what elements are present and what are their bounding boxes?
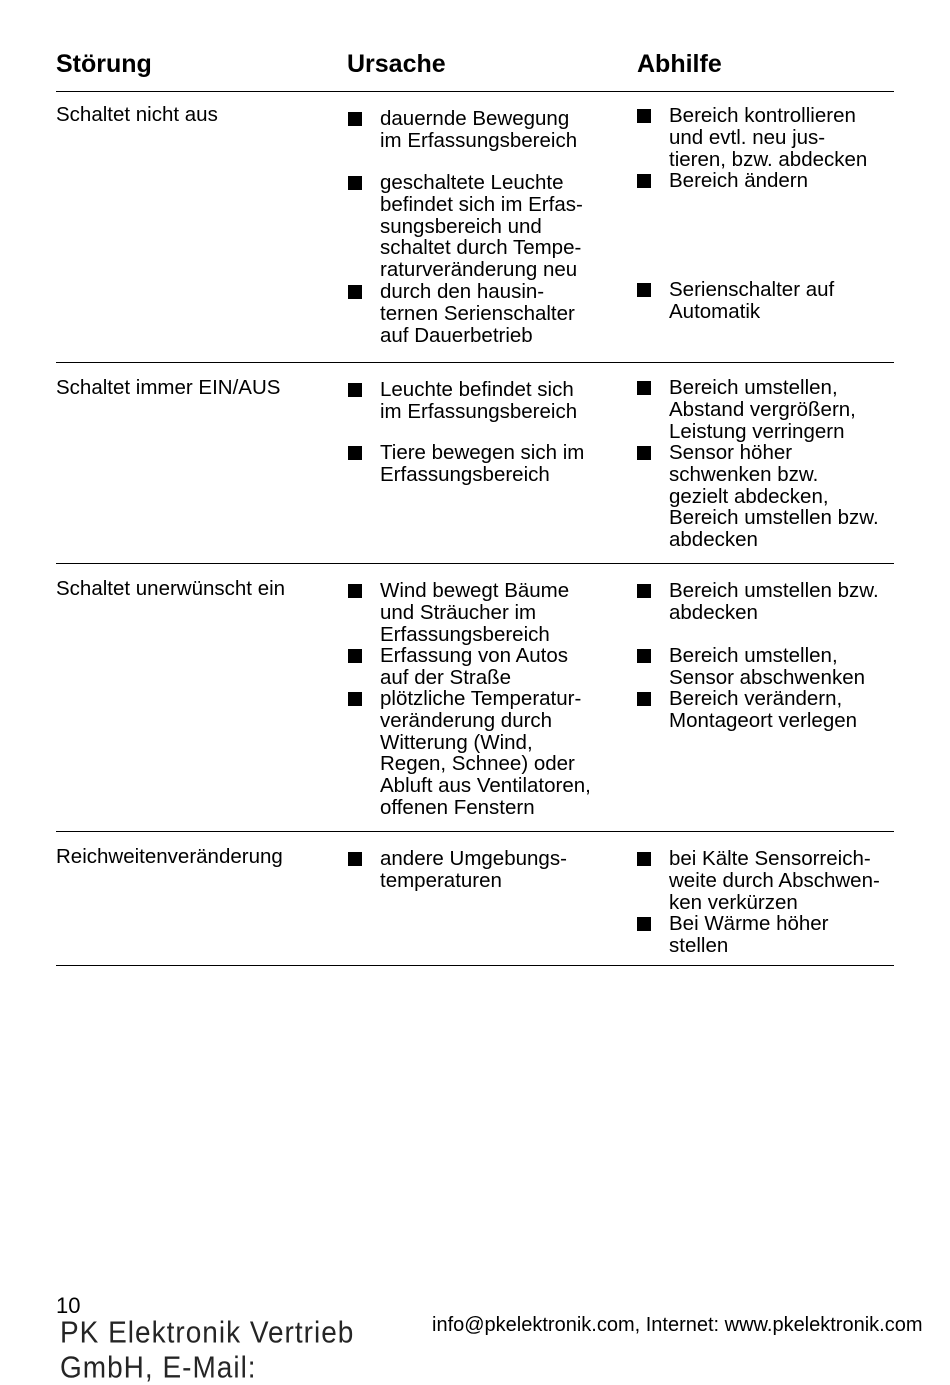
remedy-text: Bereich ändern bbox=[669, 169, 809, 192]
cause-text: durch den hausin- ternen Serienschalter auf Dauerbetrieb bbox=[380, 280, 575, 347]
footer-clipped-text bbox=[60, 1314, 432, 1385]
bullet-square-icon bbox=[637, 109, 651, 123]
row-1-fault: Schaltet nicht aus bbox=[56, 103, 218, 126]
page-number: 10 bbox=[56, 1293, 81, 1318]
header-remedy: Abhilfe bbox=[637, 50, 722, 78]
remedy-text: Bereich umstellen, Abstand vergrößern, Leistung verringern bbox=[669, 376, 856, 443]
divider-row-3 bbox=[56, 831, 894, 832]
header-cause: Ursache bbox=[347, 50, 446, 78]
row-2-fault: Schaltet immer EIN/AUS bbox=[56, 376, 281, 399]
cause-text: geschaltete Leuchte befindet sich im Erfas- sungsbereich und schaltet durch Tempe- raturveränderung neu bbox=[380, 171, 583, 282]
cause-text: plötzliche Temperatur- veränderung durch Witterung (Wind, Regen, Schnee) oder Abluft aus Ventilatoren, offenen Fenstern bbox=[380, 687, 591, 819]
bullet-square-icon bbox=[348, 649, 362, 663]
divider-header bbox=[56, 91, 894, 92]
footer-clipped-prefix: PK Elektronik Vertrieb GmbH, E-Mail: bbox=[60, 1314, 355, 1385]
divider-row-2 bbox=[56, 563, 894, 564]
remedy-text: bei Kälte Sensorreich- weite durch Abschwen- ken verkürzen bbox=[669, 847, 880, 914]
bullet-square-icon bbox=[348, 852, 362, 866]
bullet-square-icon bbox=[348, 285, 362, 299]
header-fault: Störung bbox=[56, 50, 152, 78]
bullet-square-icon bbox=[348, 446, 362, 460]
bullet-square-icon bbox=[637, 852, 651, 866]
bullet-square-icon bbox=[637, 174, 651, 188]
remedy-text: Bereich kontrollieren und evtl. neu jus- tieren, bzw. abdecken bbox=[669, 104, 868, 171]
cause-text: Wind bewegt Bäume und Sträucher im Erfassungsbereich bbox=[380, 579, 570, 646]
remedy-text: Bereich umstellen bzw. abdecken bbox=[669, 579, 879, 624]
bullet-square-icon bbox=[637, 692, 651, 706]
cause-text: Tiere bewegen sich im Erfassungsbereich bbox=[380, 441, 585, 486]
cause-text: Leuchte befindet sich im Erfassungsbereich bbox=[380, 378, 578, 423]
bullet-square-icon bbox=[637, 283, 651, 297]
remedy-text: Serienschalter auf Automatik bbox=[669, 278, 835, 323]
cause-text: andere Umgebungs- temperaturen bbox=[380, 847, 567, 892]
remedy-text: Sensor höher schwenken bzw. gezielt abdecken, Bereich umstellen bzw. abdecken bbox=[669, 441, 879, 552]
remedy-text: Bereich verändern, Montageort verlegen bbox=[669, 687, 858, 732]
bullet-square-icon bbox=[348, 584, 362, 598]
cause-text: dauernde Bewegung im Erfassungsbereich bbox=[380, 107, 578, 152]
remedy-text: Bei Wärme höher stellen bbox=[669, 912, 829, 957]
footer-contact: info@pkelektronik.com, Internet: www.pkelektronik.com bbox=[432, 1314, 923, 1336]
cause-text: Erfassung von Autos auf der Straße bbox=[380, 644, 569, 689]
bullet-square-icon bbox=[637, 649, 651, 663]
bullet-square-icon bbox=[348, 692, 362, 706]
divider-row-1 bbox=[56, 362, 894, 363]
divider-row-4 bbox=[56, 965, 894, 966]
row-4-fault: Reichweitenveränderung bbox=[56, 845, 283, 868]
remedy-text: Bereich umstellen, Sensor abschwenken bbox=[669, 644, 866, 689]
row-3-fault: Schaltet unerwünscht ein bbox=[56, 577, 286, 600]
bullet-square-icon bbox=[637, 584, 651, 598]
bullet-square-icon bbox=[348, 176, 362, 190]
bullet-square-icon bbox=[348, 383, 362, 397]
bullet-square-icon bbox=[637, 917, 651, 931]
bullet-square-icon bbox=[637, 381, 651, 395]
bullet-square-icon bbox=[637, 446, 651, 460]
bullet-square-icon bbox=[348, 112, 362, 126]
